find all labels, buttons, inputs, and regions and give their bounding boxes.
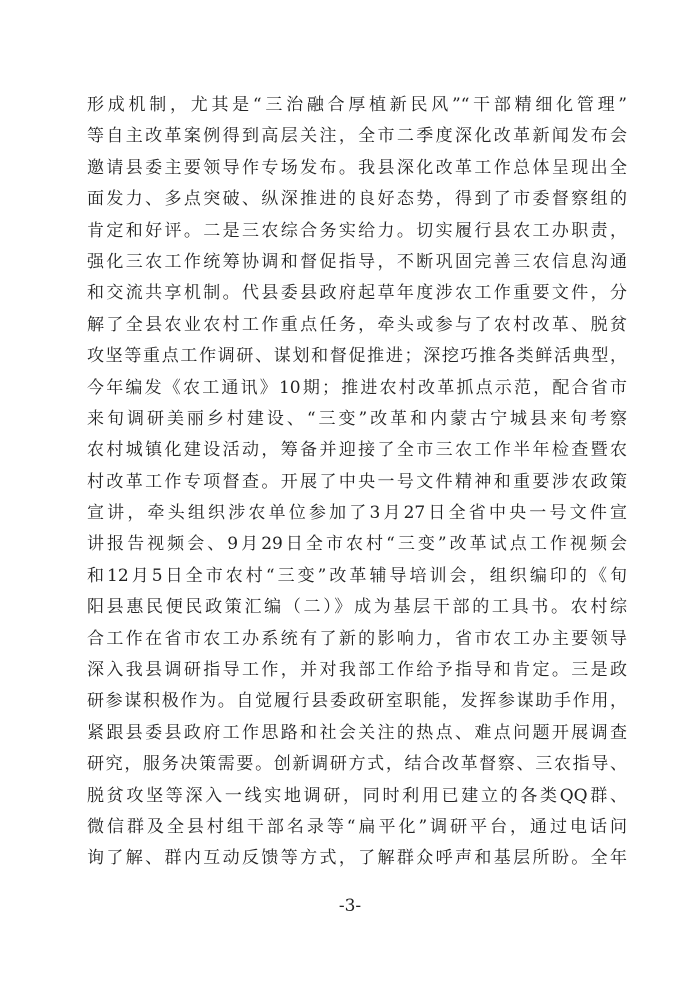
text-line: 攻坚等重点工作调研、谋划和督促推进；深挖巧推各类鲜活典型，: [87, 346, 627, 367]
text-line: 紧跟县委县政府工作思路和社会关注的热点、难点问题开展调查: [87, 722, 627, 743]
text-line: 脱贫攻坚等深入一线实地调研，同时利用已建立的各类QQ群、: [87, 785, 627, 806]
text-line: 形成机制，尤其是“三治融合厚植新民风”“干部精细化管理”: [87, 95, 627, 115]
text-line: 阳县惠民便民政策汇编（二）》成为基层干部的工具书。农村综: [87, 597, 627, 618]
text-line: 微信群及全县村组干部名录等“扁平化”调研平台，通过电话问: [87, 816, 627, 837]
text-line: 研参谋积极作为。自觉履行县委政研室职能，发挥参谋助手作用，: [87, 691, 627, 712]
text-line: 村改革工作专项督查。开展了中央一号文件精神和重要涉农政策: [87, 471, 627, 492]
text-line: 研究，服务决策需要。创新调研方式，结合改革督察、三农指导、: [87, 754, 627, 775]
text-line: 肯定和好评。二是三农综合务实给力。切实履行县农工办职责，: [87, 220, 627, 241]
text-line: 来旬调研美丽乡村建设、“三变”改革和内蒙古宁城县来旬考察: [87, 408, 627, 429]
text-line: 面发力、多点突破、纵深推进的良好态势，得到了市委督察组的: [87, 189, 627, 210]
text-line: 和12月5日全市农村“三变”改革辅导培训会，组织编印的《旬: [87, 565, 627, 586]
text-line: 强化三农工作统筹协调和督促指导，不断巩固完善三农信息沟通: [87, 251, 627, 272]
body-text: [87, 90, 627, 875]
text-line: 宣讲，牵头组织涉农单位参加了3月27日全省中央一号文件宣: [87, 503, 627, 524]
text-line: 邀请县委主要领导作专场发布。我县深化改革工作总体呈现出全: [87, 157, 627, 178]
text-line: 解了全县农业农村工作重点任务，牵头或参与了农村改革、脱贫: [87, 314, 627, 335]
text-line: 讲报告视频会、9月29日全市农村“三变”改革试点工作视频会: [87, 534, 627, 555]
text-line: 等自主改革案例得到高层关注，全市二季度深化改革新闻发布会: [87, 126, 627, 147]
text-line: 农村城镇化建设活动，筹备并迎接了全市三农工作半年检查暨农: [87, 440, 627, 461]
text-line: 今年编发《农工通讯》10期；推进农村改革抓点示范，配合省市: [87, 377, 627, 398]
text-line: 深入我县调研指导工作，并对我部工作给予指导和肯定。三是政: [87, 660, 627, 681]
text-line: 合工作在省市农工办系统有了新的影响力，省市农工办主要领导: [87, 628, 627, 649]
page-number: -3-: [338, 896, 362, 916]
text-line: 询了解、群内互动反馈等方式，了解群众呼声和基层所盼。全年: [87, 848, 627, 869]
text-line: 和交流共享机制。代县委县政府起草年度涉农工作重要文件，分: [87, 283, 627, 304]
